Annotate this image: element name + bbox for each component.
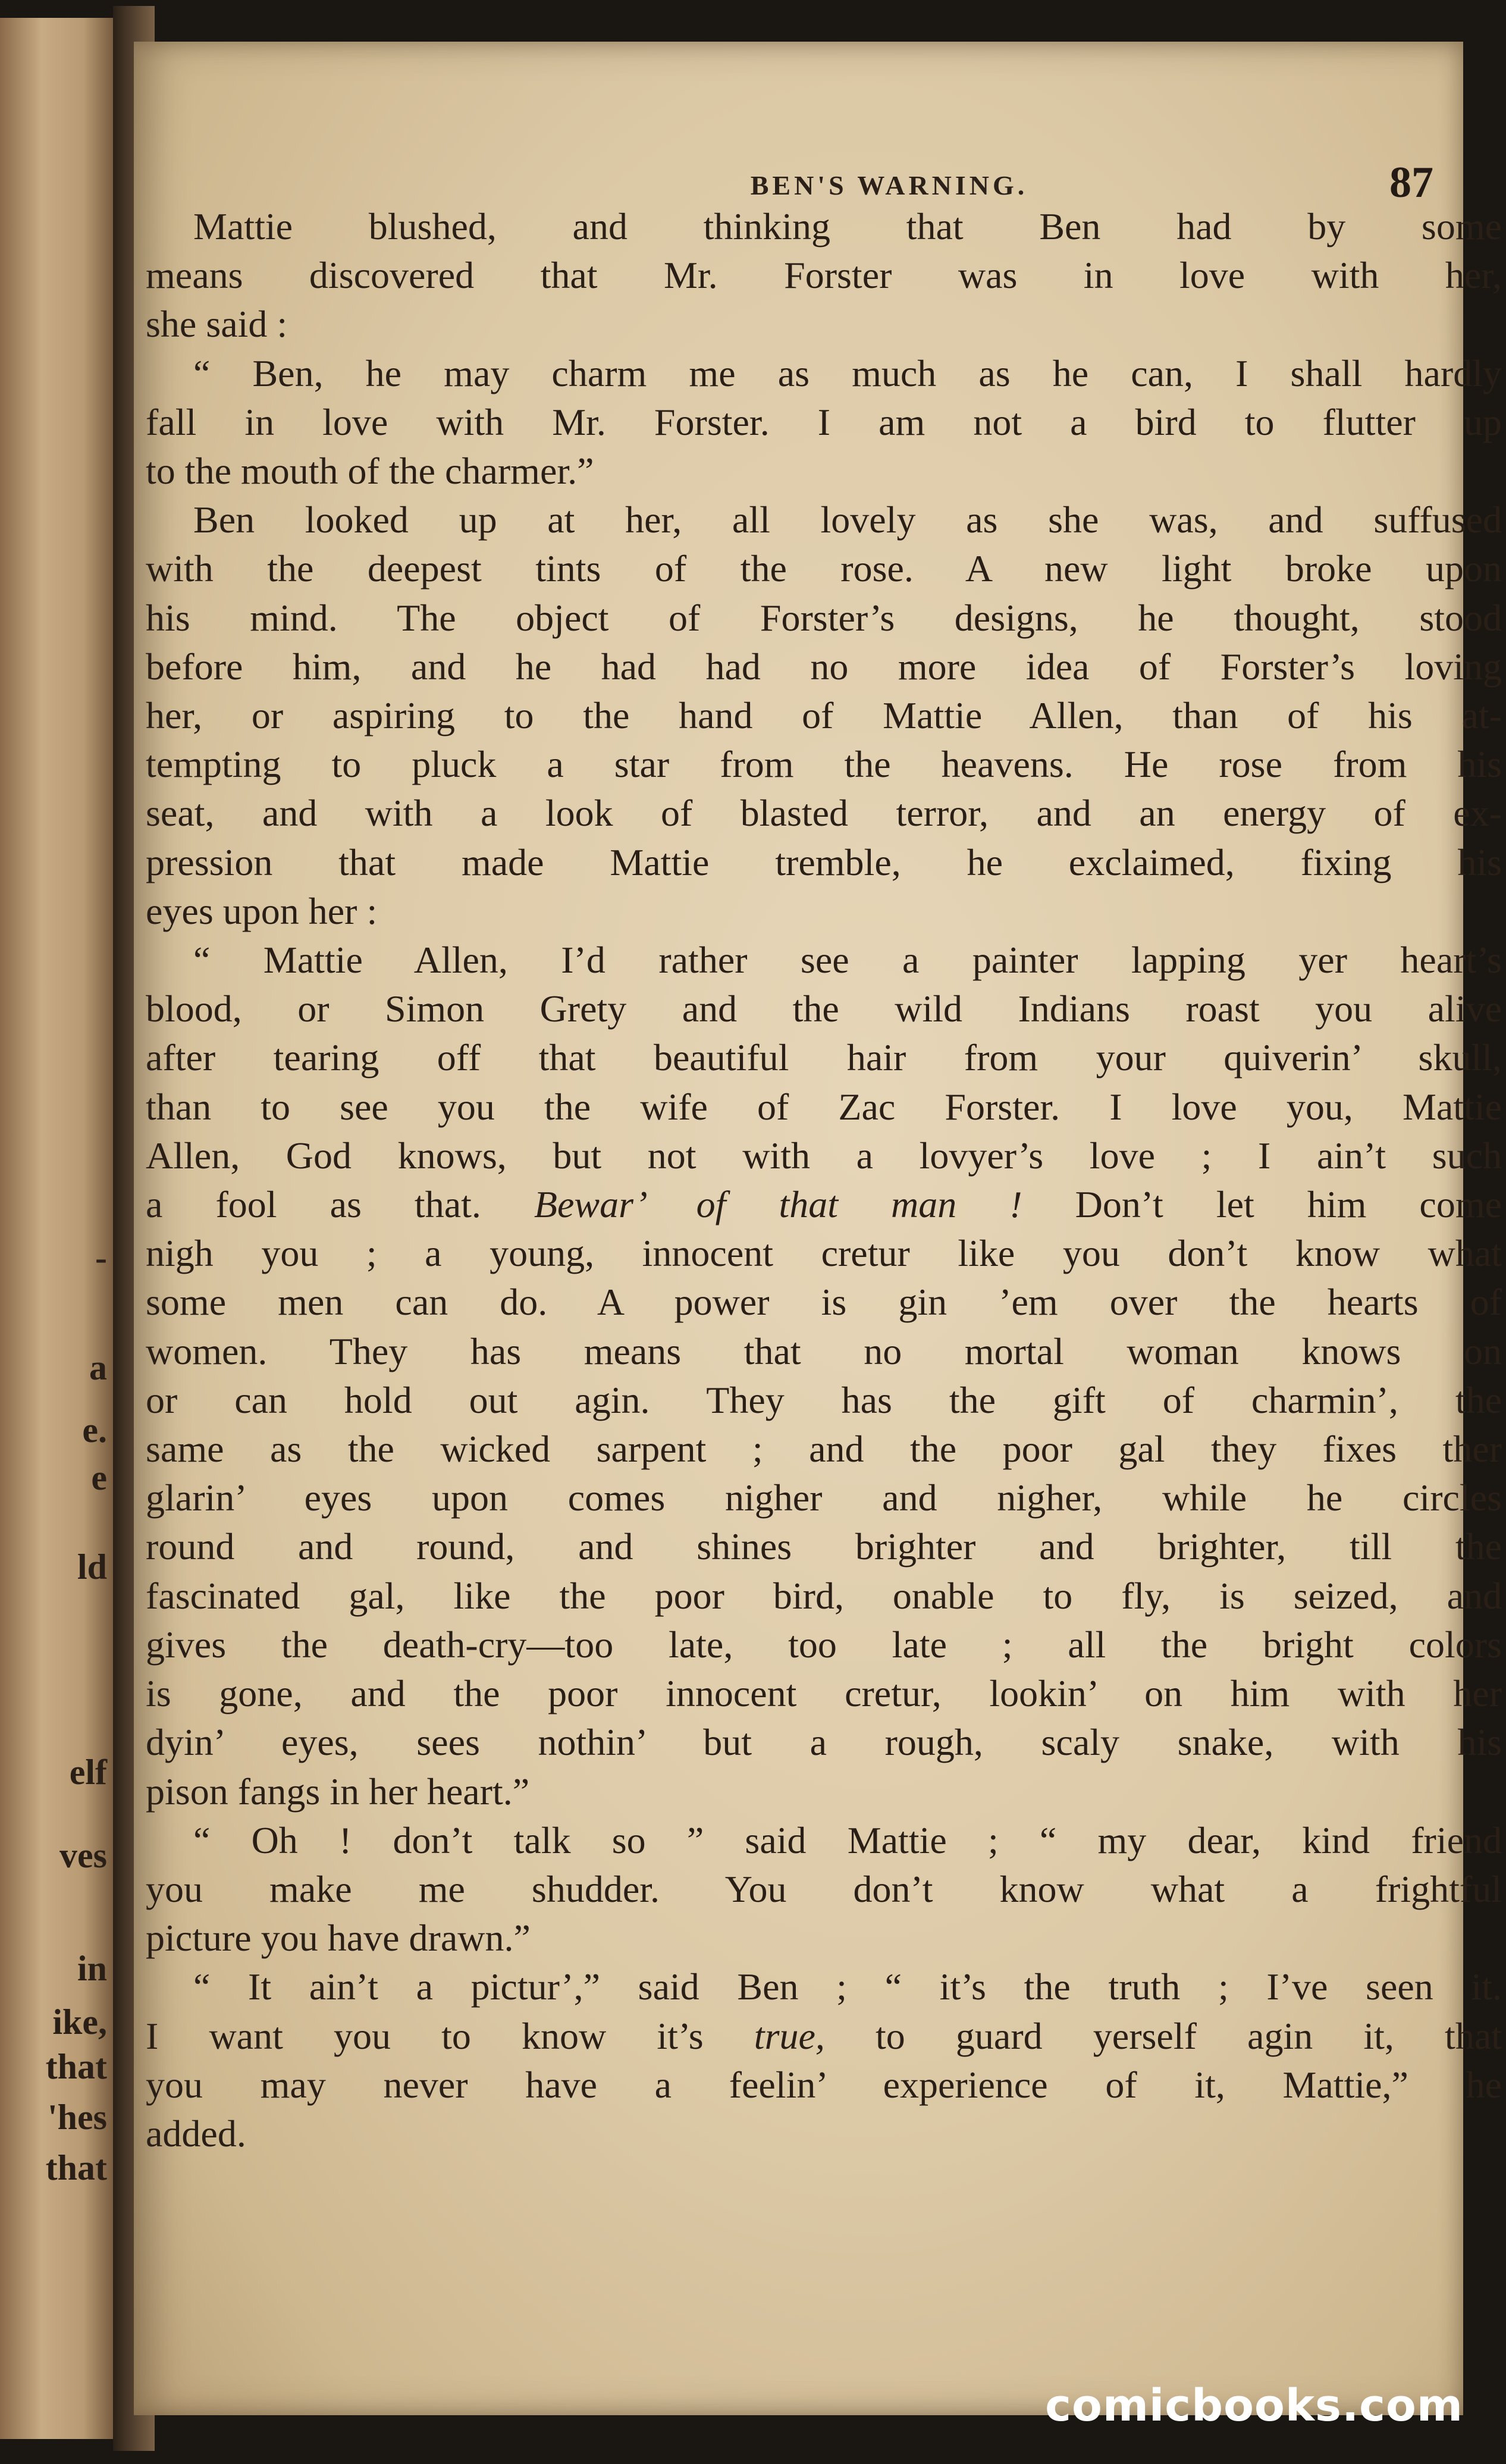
text-line: women. They has means that no mortal woman knows on (146, 1330, 1502, 1372)
text-line: nigh you ; a young, innocent cretur like you don’t know what (146, 1232, 1502, 1275)
text-line: seat, and with a look of blasted terror, and an energy of ex- (146, 792, 1502, 835)
text-line: before him, and he had had no more idea of Forster’s loving (146, 645, 1502, 688)
text-line: “ Mattie Allen, I’d rather see a painter lapping yer heart’s (193, 939, 1502, 982)
facing-page-fragments (0, 18, 119, 2439)
text-line: pression that made Mattie tremble, he exclaimed, fixing his (146, 841, 1502, 883)
body-text (146, 202, 1502, 2158)
book-page (134, 42, 1502, 2415)
text-line: pison fangs in her heart.” (146, 1770, 530, 1813)
text-line: “ Ben, he may charm me as much as he can, I shall hardly (193, 352, 1502, 394)
facing-fragment: - (95, 1238, 107, 1277)
text-line: means discovered that Mr. Forster was in love with her, (146, 254, 1502, 297)
text-line-mixed (146, 1180, 1502, 1229)
facing-fragment: that (45, 2047, 107, 2086)
page-number: 87 (1389, 158, 1433, 207)
facing-fragment: ves (59, 1836, 107, 1875)
facing-fragment: that (45, 2148, 107, 2187)
emphasized-text: Bewar’ of that man ! (534, 1183, 1022, 1226)
text-run: to guard yerself agin it, that (876, 2014, 1502, 2057)
text-line: “ It ain’t a pictur’,” said Ben ; “ it’s the truth ; I’ve seen it. (193, 1965, 1502, 2008)
text-line: you make me shudder. You don’t know what a frightful (146, 1867, 1502, 1910)
text-line: same as the wicked sarpent ; and the poor gal they fixes ther (146, 1428, 1502, 1471)
text-line: gives the death-cry—too late, too late ; all the bright colors (146, 1623, 1502, 1666)
text-line: fascinated gal, like the poor bird, onable to fly, is seized, and (146, 1574, 1502, 1617)
text-line: Allen, God knows, but not with a lovyer’s love ; I ain’t such (146, 1134, 1502, 1177)
text-line: his mind. The object of Forster’s designs, he thought, stood (146, 596, 1502, 639)
running-head: BEN'S WARNING. (750, 170, 1028, 200)
text-line: is gone, and the poor innocent cretur, lookin’ on him with her (146, 1672, 1502, 1715)
text-line: glarin’ eyes upon comes nigher and nigher, while he circles (146, 1476, 1502, 1519)
text-line: fall in love with Mr. Forster. I am not a bird to flutter up (146, 400, 1502, 443)
text-line: her, or aspiring to the hand of Mattie Allen, than of his at- (146, 694, 1502, 737)
facing-fragment: e (91, 1458, 107, 1497)
text-line: eyes upon her : (146, 889, 378, 932)
text-line: picture you have drawn.” (146, 1917, 531, 1960)
text-line: with the deepest tints of the rose. A new light broke upon (146, 547, 1502, 590)
text-line: than to see you the wife of Zac Forster. I love you, Mattie (146, 1085, 1502, 1128)
facing-fragment: a (89, 1348, 107, 1387)
watermark: comicbooks.com (1045, 2380, 1463, 2431)
text-line: “ Oh ! don’t talk so ” said Mattie ; “ my dear, kind friend (193, 1819, 1502, 1861)
text-line: dyin’ eyes, sees nothin’ but a rough, scaly snake, with his (146, 1721, 1502, 1764)
text-line: Ben looked up at her, all lovely as she was, and suffused (193, 499, 1502, 541)
text-run: Don’t let him come (1075, 1183, 1502, 1226)
text-line: tempting to pluck a star from the heavens. He rose from his (146, 743, 1502, 786)
facing-page-edge (0, 18, 119, 2439)
emphasized-text: true, (754, 2014, 825, 2057)
text-line-mixed (146, 2012, 1502, 2061)
text-line: Mattie blushed, and thinking that Ben had by some (193, 205, 1502, 247)
text-line: some men can do. A power is gin ’em over the hearts of (146, 1281, 1502, 1324)
text-line: or can hold out agin. They has the gift of charmin’, the (146, 1378, 1502, 1421)
text-run: a fool as that. (146, 1183, 481, 1226)
text-line: round and round, and shines brighter and brighter, till the (146, 1525, 1502, 1568)
text-line: to the mouth of the charmer.” (146, 450, 594, 493)
text-line: added. (146, 2112, 246, 2155)
facing-fragment: elf (69, 1753, 107, 1792)
facing-fragment: e. (82, 1410, 107, 1450)
text-run: I want you to know it’s (146, 2014, 704, 2057)
facing-fragment: ld (77, 1547, 107, 1587)
text-line: she said : (146, 303, 288, 346)
facing-fragment: ike, (52, 2002, 107, 2042)
text-line: after tearing off that beautiful hair from your quiverin’ skull, (146, 1036, 1502, 1079)
facing-fragment: in (77, 1949, 107, 1988)
facing-fragment: 'hes (47, 2098, 107, 2137)
text-line: blood, or Simon Grety and the wild Indians roast you alive (146, 988, 1502, 1030)
text-line: you may never have a feelin’ experience of it, Mattie,” he (146, 2063, 1502, 2106)
